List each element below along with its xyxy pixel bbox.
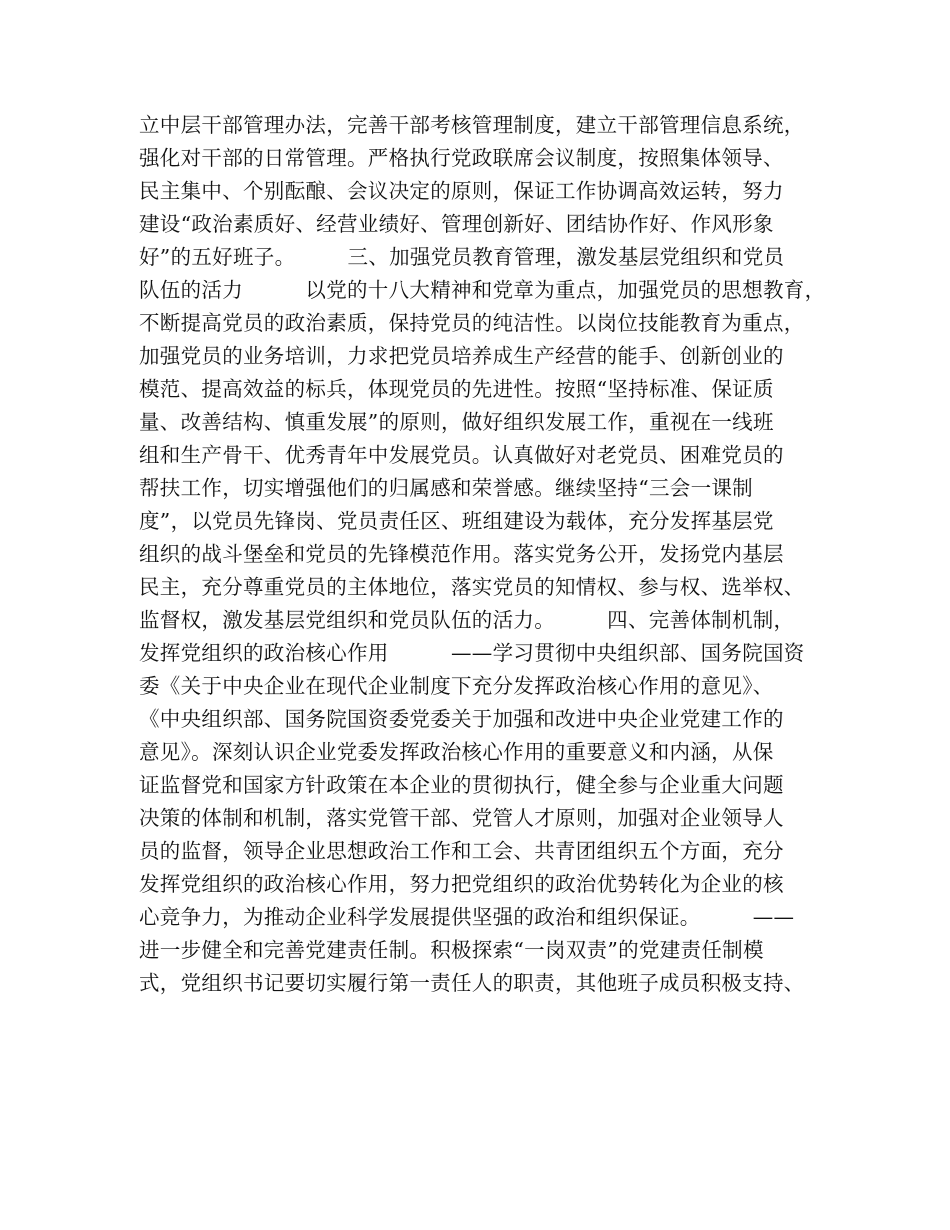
text-line: 《中央组织部、国务院国资委党委关于加强和改进中央企业党建工作的 [139, 707, 784, 731]
text-line: 民主，充分尊重党员的主体地位，落实党员的知情权、参与权、选举权、 [139, 575, 805, 599]
text-line: 员的监督，领导企业思想政治工作和工会、共青团组织五个方面，充分 [139, 839, 784, 863]
text-line: 建设“政治素质好、经营业绩好、管理创新好、团结协作好、作风形象 [139, 212, 774, 236]
text-line: 证监督党和国家方针政策在本企业的贯彻执行，健全参与企业重大问题 [139, 773, 784, 797]
text-line: 队伍的活力 以党的十八大精神和党章为重点，加强党员的思想教育， [139, 278, 826, 302]
text-line: 意见》。深刻认识企业党委发挥政治核心作用的重要意义和内涵，从保 [139, 740, 774, 764]
text-line: 立中层干部管理办法，完善干部考核管理制度，建立干部管理信息系统， [139, 113, 805, 137]
text-line: 组织的战斗堡垒和党员的先锋模范作用。落实党务公开，发扬党内基层 [139, 542, 784, 566]
text-line: 委《关于中央企业在现代企业制度下充分发挥政治核心作用的意见》、 [139, 674, 774, 698]
text-line: 进一步健全和完善党建责任制。积极探索“一岗双责”的党建责任制模 [139, 938, 764, 962]
text-line: 民主集中、个别酝酿、会议决定的原则，保证工作协调高效运转，努力 [139, 179, 784, 203]
text-line: 加强党员的业务培训，力求把党员培养成生产经营的能手、创新创业的 [139, 344, 784, 368]
text-line: 好”的五好班子。 三、加强党员教育管理，激发基层党组织和党员 [139, 245, 785, 269]
text-line: 发挥党组织的政治核心作用，努力把党组织的政治优势转化为企业的核 [139, 872, 784, 896]
text-line: 强化对干部的日常管理。严格执行党政联席会议制度，按照集体领导、 [139, 146, 784, 170]
text-line: 发挥党组织的政治核心作用 ——学习贯彻中央组织部、国务院国资 [139, 641, 805, 665]
text-line: 组和生产骨干、优秀青年中发展党员。认真做好对老党员、困难党员的 [139, 443, 784, 467]
text-line: 式，党组织书记要切实履行第一责任人的职责，其他班子成员积极支持、 [139, 971, 805, 995]
text-line: 模范、提高效益的标兵，体现党员的先进性。按照“坚持标准、保证质 [139, 377, 774, 401]
text-line: 度”，以党员先锋岗、党员责任区、班组建设为载体，充分发挥基层党 [139, 509, 774, 533]
text-line: 量、改善结构、慎重发展”的原则，做好组织发展工作，重视在一线班 [139, 410, 774, 434]
text-line: 帮扶工作，切实增强他们的归属感和荣誉感。继续坚持“三会一课制 [139, 476, 753, 500]
text-line: 监督权，激发基层党组织和党员队伍的活力。 四、完善体制机制， [139, 608, 795, 632]
text-line: 决策的体制和机制，落实党管干部、党管人才原则，加强对企业领导人 [139, 806, 784, 830]
text-line: 心竞争力，为推动企业科学发展提供坚强的政治和组织保证。 —— [139, 905, 795, 929]
text-line: 不断提高党员的政治素质，保持党员的纯洁性。以岗位技能教育为重点， [139, 311, 805, 335]
body-text [139, 110, 829, 1001]
